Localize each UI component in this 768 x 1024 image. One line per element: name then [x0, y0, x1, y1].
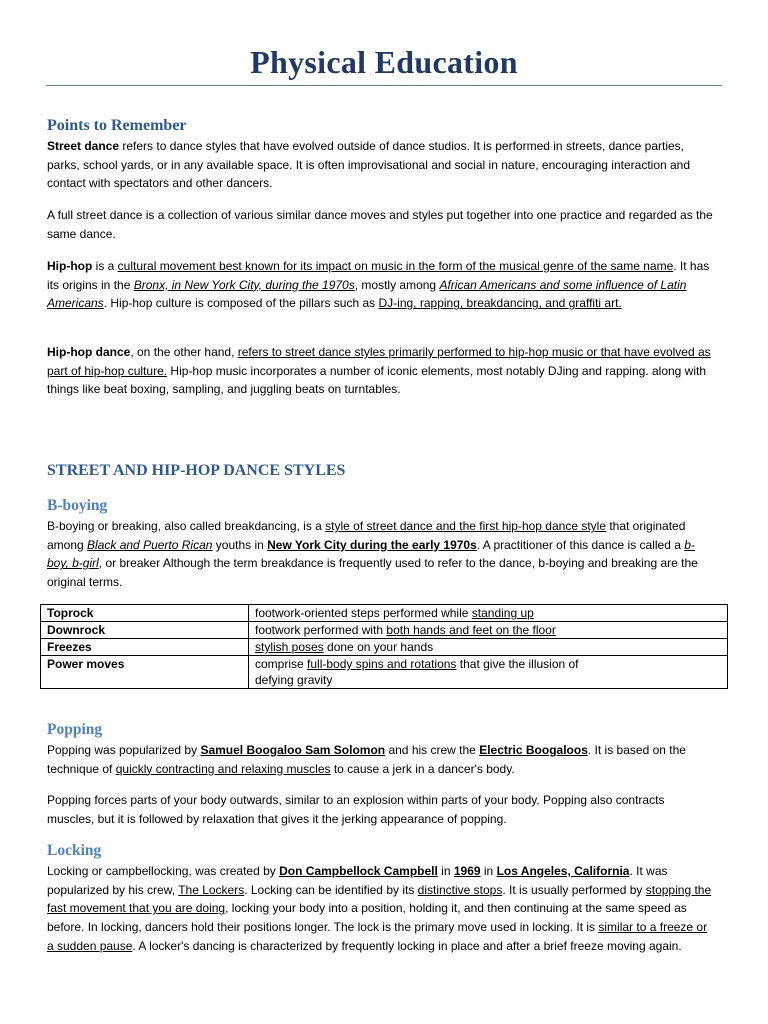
move-term: Downrock — [41, 622, 249, 639]
popping-text-1: Popping was popularized by — [47, 743, 201, 757]
move-term: Power moves — [41, 656, 249, 689]
bboying-origin-place: New York City during the early 1970s — [267, 537, 477, 552]
locking-creator: Don Campbellock Campbell — [279, 864, 438, 878]
hiphop-origin-bronx: Bronx, in New York City, during the 1970s — [133, 277, 355, 292]
table-row — [41, 605, 728, 622]
locking-freeze: similar to a freeze or a sudden pause — [47, 920, 708, 953]
locking-year: 1969 — [453, 864, 481, 878]
table-row — [41, 639, 728, 656]
move-description — [249, 622, 728, 639]
bboying-practitioner-terms: b-boy, b-girl — [47, 537, 695, 571]
table-row — [41, 622, 728, 639]
bboying-text-1: B-boying or breaking, also called breakdancing, is a — [47, 519, 326, 533]
locking-text-6: . It is usually performed by — [502, 882, 646, 897]
street-dance-term: Street dance — [47, 139, 120, 153]
bboying-text-3: youths in — [212, 537, 268, 552]
locking-paragraph — [47, 862, 715, 956]
hiphop-pillars: DJ-ing, rapping, breakdancing, and graffiti art. — [378, 296, 622, 311]
bboying-moves-table — [40, 604, 728, 689]
popping-text-2: and his crew the — [385, 743, 480, 757]
popping-text-4: to cause a jerk in a dancer's body. — [330, 761, 515, 776]
hiphop-text-4: . Hip-hop culture is composed of the pillars such as — [103, 296, 379, 311]
hiphop-text-3: , mostly among — [354, 277, 440, 292]
move-description-underline: full-body spins and rotations — [307, 657, 457, 671]
bboying-heading: B-boying — [47, 497, 108, 514]
locking-movement: stopping the fast movement that you are doing — [47, 882, 712, 916]
full-street-dance-paragraph: A full street dance is a collection of various similar dance moves and styles put together into one practice and regarded as the same dance. — [47, 208, 713, 241]
move-description — [249, 639, 728, 656]
locking-text-3: in — [480, 864, 497, 878]
page-title: Physical Education — [250, 44, 518, 80]
hiphop-dance-term: Hip-hop dance — [47, 345, 131, 359]
locking-text-8: . A locker's dancing is characterized by frequently locking in place and after a brief freeze moving again. — [132, 938, 682, 953]
street-dance-text: refers to dance styles that have evolved outside of dance studios. It is performed in streets, dance parties, parks, school yards, or in any available space. It is often improvisational and social in nature, encouraging interaction and contact with spectators and other dancers. — [47, 139, 691, 191]
hiphop-dance-text-2: Hip-hop music incorporates a number of iconic elements, most notably DJing and rapping. along with things like beat boxing, sampling, and juggling beats on turntables. — [47, 363, 707, 397]
popping-crew: Electric Boogaloos — [479, 743, 588, 757]
popping-text-3: . It is based on the technique of — [47, 743, 686, 776]
bboying-origin-people: Black and Puerto Rican — [87, 537, 213, 552]
hiphop-paragraph — [47, 257, 715, 313]
popping-technique: quickly contracting and relaxing muscles — [115, 761, 331, 776]
hiphop-text-1: is a — [92, 259, 118, 273]
bboying-paragraph — [47, 517, 715, 592]
bboying-text-4: . A practitioner of this dance is called a — [476, 537, 685, 552]
locking-text-7: , locking your body into a position, holding it, and then continuing at the same speed as before. In locking, dancers hold their positions longer. The lock is the primary move used in locking. It is — [47, 901, 687, 935]
locking-heading: Locking — [47, 842, 102, 859]
popping-creator: Samuel Boogaloo Sam Solomon — [200, 743, 386, 757]
move-description-text: footwork performed with — [255, 623, 387, 637]
move-description — [249, 656, 728, 689]
move-description-text: comprise — [255, 657, 308, 671]
dance-styles-heading: STREET AND HIP-HOP DANCE STYLES — [47, 462, 346, 479]
move-term: Freezes — [41, 639, 249, 656]
locking-text-5: . Locking can be identified by its — [244, 882, 418, 897]
popping-paragraph-2: Popping forces parts of your body outwards, similar to an explosion within parts of your body. Popping also contracts muscles, but it is followed by relaxation that gives it the jerking appearance of popping. — [47, 793, 665, 826]
hiphop-origin-people: African Americans and some influence of Latin Americans — [47, 277, 687, 311]
bboying-text-2: that originated among — [47, 519, 686, 552]
points-heading: Points to Remember — [47, 117, 187, 134]
locking-stops: distinctive stops — [417, 882, 503, 897]
move-description-text: footwork-oriented steps performed while — [255, 606, 472, 620]
popping-heading: Popping — [47, 721, 103, 738]
bboying-text-5: , or breaker Although the term breakdance is frequently used to refer to the dance, b-boying and breaking are the original terms. — [47, 556, 698, 590]
locking-text-1: Locking or campbellocking, was created by — [47, 864, 280, 878]
move-description-underline: stylish poses — [255, 640, 324, 654]
hiphop-term: Hip-hop — [47, 259, 93, 273]
hiphop-dance-paragraph — [47, 343, 715, 399]
move-description — [249, 605, 728, 622]
hiphop-dance-text-1: , on the other hand, — [130, 345, 238, 359]
hiphop-text-2: . It has its origins in the — [47, 259, 710, 292]
locking-crew: The Lockers — [178, 882, 245, 897]
bboying-underline-1: style of street dance and the first hip-hop dance style — [325, 519, 606, 533]
move-description-text: done on your hands — [323, 640, 434, 654]
street-dance-paragraph — [47, 137, 715, 193]
locking-text-2: in — [437, 864, 454, 878]
move-description-text: that give the illusion of defying gravity — [255, 657, 579, 687]
locking-place: Los Angeles, California — [496, 864, 630, 878]
move-description-underline: standing up — [471, 606, 534, 620]
move-term: Toprock — [41, 605, 249, 622]
hiphop-underline-1: cultural movement best known for its impact on music in the form of the musical genre of the same name — [117, 259, 674, 273]
popping-paragraph-1 — [47, 741, 715, 778]
title-underline-rule — [46, 85, 722, 86]
table-row — [41, 656, 728, 689]
hiphop-dance-underline: refers to street dance styles primarily performed to hip-hop music or that have evolved as part of hip-hop culture. — [47, 345, 711, 378]
locking-text-4: . It was popularized by his crew, — [47, 864, 668, 897]
move-description-underline: both hands and feet on the floor — [386, 623, 556, 637]
